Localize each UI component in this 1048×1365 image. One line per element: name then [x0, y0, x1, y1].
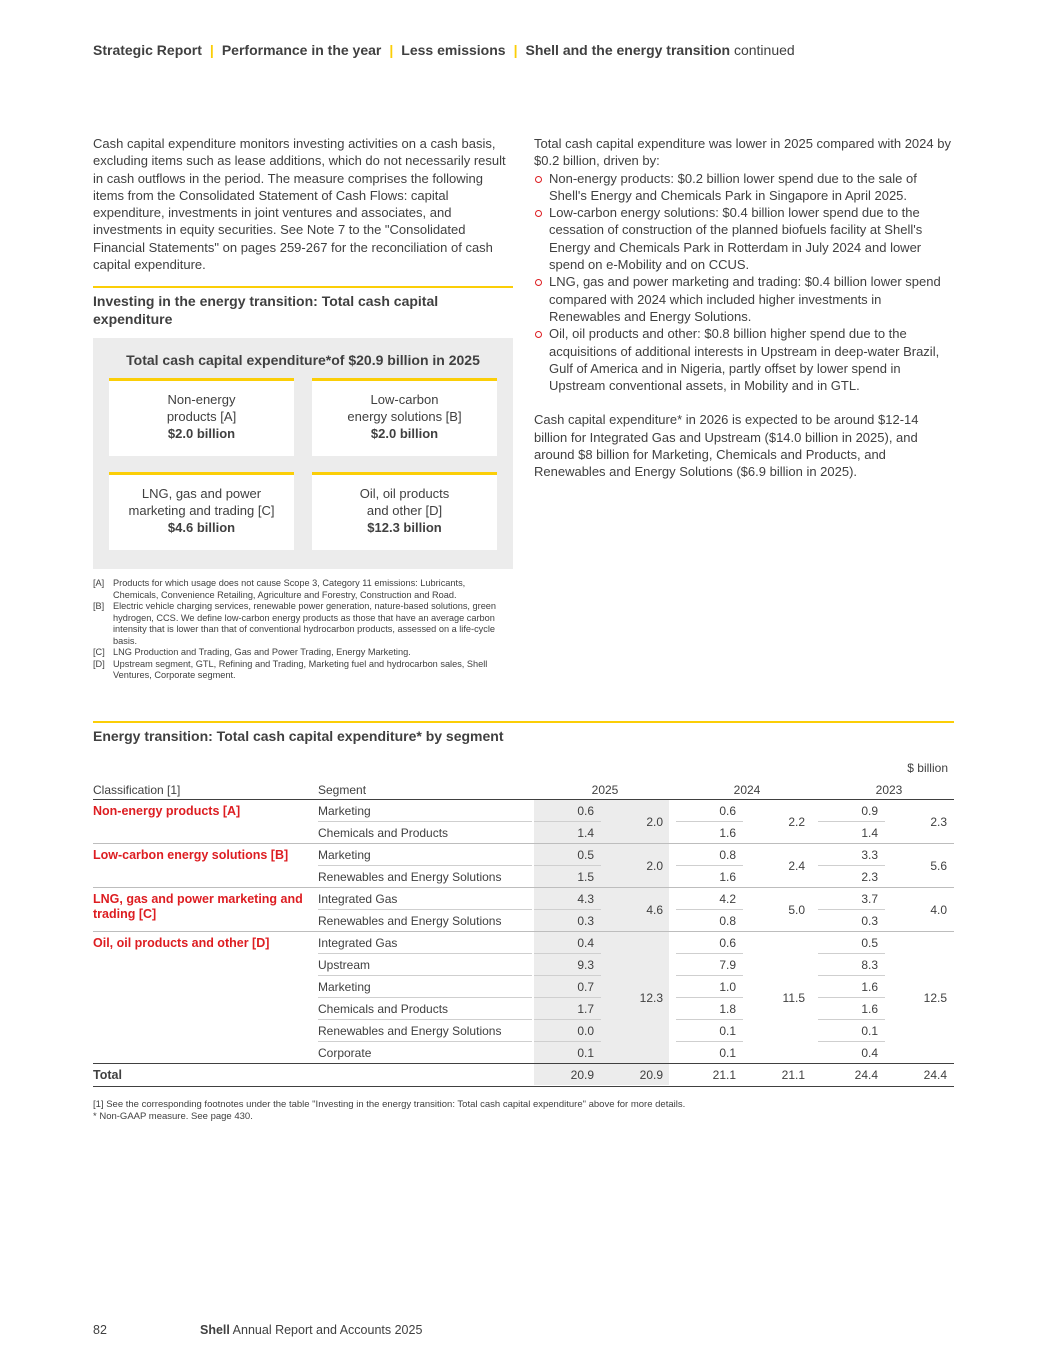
- table-note: * Non-GAAP measure. See page 430.: [93, 1111, 253, 1122]
- table-segment: Upstream: [318, 958, 371, 972]
- capex-card-amount: $12.3 billion: [367, 520, 442, 535]
- table-segment: Renewables and Energy Solutions: [318, 914, 502, 928]
- table-segment: Integrated Gas: [318, 892, 398, 906]
- footnote: [93, 647, 513, 659]
- table-cell-value: 9.3: [577, 958, 594, 972]
- table-subtotal: 2.3: [930, 815, 947, 829]
- footnote-key: [A]: [93, 578, 105, 588]
- table-cell-value: 0.3: [861, 914, 878, 928]
- table-cell-value: 0.1: [719, 1046, 736, 1060]
- footnote: [93, 601, 513, 647]
- commentary-bullets: [534, 170, 954, 395]
- table-cell-value: 1.5: [577, 870, 594, 884]
- table-cell-value: 1.0: [719, 980, 736, 994]
- table-classification: LNG, gas and power marketing and trading [C]: [93, 892, 303, 921]
- breadcrumb-item-energy-transition: Shell and the energy transition: [525, 42, 731, 58]
- table-cell-value: 0.5: [861, 936, 878, 950]
- footer-brand: Shell: [200, 1323, 230, 1337]
- capex-card-label: LNG, gas and power: [141, 486, 262, 501]
- commentary-bullet: Non-energy products: $0.2 billion lower spend due to the sale of Shell's Energy and Chemicals Park in Singapore in April 2025.: [534, 170, 954, 205]
- table-subtotal: 4.0: [930, 903, 947, 917]
- table-subtotal: 2.2: [788, 815, 805, 829]
- page-number: 82: [93, 1323, 107, 1337]
- table-cell-value: 0.8: [719, 848, 736, 862]
- table-segment: Renewables and Energy Solutions: [318, 1024, 502, 1038]
- intro-paragraph: Cash capital expenditure monitors investing activities on a cash basis, excluding items such as lease additions, which do not necessarily result in cash outflows in the period. The measure comprises the following items from the Consolidated Statement of Cash Flows: capital expenditure, investments in joint ventures and associates, and investments in equity securities. See Note 7 to the "Consolidated Financial Statements" on pages 259-267 for the reconciliation of cash capital expenditure.: [93, 136, 506, 273]
- table-total-value: 21.1: [712, 1068, 736, 1082]
- table-notes: [93, 1099, 685, 1123]
- footnote: [93, 578, 513, 601]
- table-cell-value: 0.5: [577, 848, 594, 862]
- table-subtotal: 2.0: [646, 815, 663, 829]
- breadcrumb-item-strategic-report: Strategic Report: [93, 42, 202, 58]
- table-unit-label: $ billion: [907, 761, 948, 775]
- commentary-bullet: Low-carbon energy solutions: $0.4 billion lower spend due to the cessation of construction of the planned biofuels facility at Shell's Energy and Chemicals Park in Rotterdam in July 2024 and lower spend on e-Mobility and on CCUS.: [534, 204, 954, 273]
- table-cell-value: 0.1: [719, 1024, 736, 1038]
- footnote: [93, 659, 513, 682]
- table-cell-value: 0.9: [861, 804, 878, 818]
- table-cell-value: 1.6: [861, 980, 878, 994]
- breadcrumb-item-performance: Performance in the year: [221, 42, 382, 58]
- capex-card-label: and other [D]: [366, 503, 443, 518]
- table-cell-value: 0.6: [577, 804, 594, 818]
- breadcrumb-item-less-emissions: Less emissions: [401, 42, 506, 58]
- table-classification: Oil, oil products and other [D]: [93, 936, 270, 950]
- breadcrumb: [93, 42, 795, 58]
- table-cell-value: 0.4: [577, 936, 594, 950]
- commentary-lead: Total cash capital expenditure was lower in 2025 compared with 2024 by $0.2 billion, driven by:: [534, 136, 951, 169]
- footnote-key: [B]: [93, 601, 105, 611]
- capex-card-label: Oil, oil products: [359, 486, 450, 501]
- capex-card-lng-gas-power: [109, 472, 294, 550]
- breadcrumb-continued: continued: [733, 42, 795, 58]
- capex-card-oil-products: [312, 472, 497, 550]
- table-header-classification: Classification [1]: [93, 783, 181, 797]
- breadcrumb-separator: |: [209, 42, 214, 58]
- table-total-label: Total: [93, 1068, 122, 1082]
- section-divider: [93, 721, 954, 723]
- capex-card-low-carbon: [312, 378, 497, 456]
- footnote-text: Upstream segment, GTL, Refining and Trading, Marketing fuel and hydrocarbon sales, Shell Ventures, Corporate segment.: [113, 658, 488, 680]
- table-segment: Chemicals and Products: [318, 826, 449, 840]
- table-cell-value: 1.6: [719, 826, 736, 840]
- table-total-value: 20.9: [570, 1068, 594, 1082]
- table-cell-value: 0.1: [577, 1046, 594, 1060]
- table-cell-value: 0.6: [719, 804, 736, 818]
- footnotes: [93, 578, 513, 682]
- table-subtotal: 4.6: [646, 903, 663, 917]
- table-subtotal: 5.6: [930, 859, 947, 873]
- capex-commentary: [534, 135, 954, 481]
- table-cell-value: 1.4: [577, 826, 594, 840]
- table-cell-value: 7.9: [719, 958, 736, 972]
- table-cell-value: 0.3: [577, 914, 594, 928]
- table-header-year: 2024: [733, 783, 761, 797]
- capex-card-label: Non-energy: [167, 392, 236, 407]
- table-cell-value: 0.6: [719, 936, 736, 950]
- table-subtotal: 2.4: [788, 859, 805, 873]
- section-divider: [93, 286, 513, 288]
- table-cell-value: 0.4: [861, 1046, 878, 1060]
- table-cell-value: 1.6: [719, 870, 736, 884]
- footer-report-name: Annual Report and Accounts 2025: [232, 1323, 423, 1337]
- table-cell-value: 0.0: [577, 1024, 594, 1038]
- capex-card-label: products [A]: [166, 409, 237, 424]
- table-total-value: 20.9: [639, 1068, 663, 1082]
- table-cell-value: 4.2: [719, 892, 736, 906]
- commentary-outlook: Cash capital expenditure* in 2026 is expected to be around $12-14 billion for Integrated Gas and Upstream ($14.0 billion in 2025), and around $8 billion for Marketing, Chemicals and Products, and Renewables and Energy Solutions ($6.9 billion in 2025).: [534, 412, 919, 480]
- table-cell-value: 1.6: [861, 1002, 878, 1016]
- capex-card-amount: $2.0 billion: [370, 426, 439, 441]
- footnote-key: [C]: [93, 647, 105, 657]
- capex-card-label: energy solutions [B]: [347, 409, 462, 424]
- section-title-investing: Investing in the energy transition: Total cash capital expenditure: [93, 293, 439, 327]
- capex-card-amount: $2.0 billion: [167, 426, 236, 441]
- footnote-text: Products for which usage does not cause Scope 3, Category 11 emissions: Lubricants, Chemicals, Convenience Retailing, Agriculture and Forestry, Construction and Road.: [113, 578, 466, 600]
- table-cell-value: 0.8: [719, 914, 736, 928]
- table-subtotal: 5.0: [788, 903, 805, 917]
- table-note: [1] See the corresponding footnotes under the table "Investing in the energy transition: Total cash capital expenditure" above for more details.: [93, 1099, 686, 1110]
- table-cell-value: 1.7: [577, 1002, 594, 1016]
- capex-summary-title: Total cash capital expenditure*of $20.9 billion in 2025: [126, 352, 480, 368]
- capex-card-non-energy: [109, 378, 294, 456]
- table-cell-value: 3.3: [861, 848, 878, 862]
- table-header-year: 2025: [591, 783, 619, 797]
- table-total-value: 24.4: [923, 1068, 947, 1082]
- capex-card-label: marketing and trading [C]: [128, 503, 275, 518]
- table-segment: Integrated Gas: [318, 936, 398, 950]
- capex-card-amount: $4.6 billion: [167, 520, 236, 535]
- table-segment: Corporate: [318, 1046, 372, 1060]
- table-total-value: 24.4: [854, 1068, 878, 1082]
- total-rule: [93, 1086, 954, 1087]
- table-segment: Marketing: [318, 848, 371, 862]
- table-cell-value: 0.1: [861, 1024, 878, 1038]
- table-header-year: 2023: [875, 783, 903, 797]
- table-total-value: 21.1: [781, 1068, 805, 1082]
- table-cell-value: 2.3: [861, 870, 878, 884]
- commentary-bullet: LNG, gas and power marketing and trading: $0.4 billion lower spend compared with 2024 which included higher investments in Renewables and Energy Solutions.: [534, 273, 954, 325]
- footnote-text: Electric vehicle charging services, renewable power generation, nature-based solutions, green hydrogen, CCS. We define low-carbon energy products as those that have an average carbon intensity that is lower than that of conventional hydrocarbon products, assessed on a life-cycle basis.: [113, 601, 497, 646]
- table-classification: Non-energy products [A]: [93, 804, 241, 818]
- capex-summary-panel: [93, 338, 513, 569]
- table-header-segment: Segment: [318, 783, 367, 797]
- table-cell-value: 1.4: [861, 826, 878, 840]
- table-subtotal: 12.3: [639, 991, 663, 1005]
- table-cell-value: 3.7: [861, 892, 878, 906]
- table-subtotal: 2.0: [646, 859, 663, 873]
- table-segment: Marketing: [318, 804, 371, 818]
- table-classification: Low-carbon energy solutions [B]: [93, 848, 289, 862]
- table-subtotal: 12.5: [923, 991, 947, 1005]
- footnote-text: LNG Production and Trading, Gas and Power Trading, Energy Marketing.: [113, 647, 411, 657]
- table-cell-value: 8.3: [861, 958, 878, 972]
- breadcrumb-separator: |: [513, 42, 518, 58]
- table-cell-value: 4.3: [577, 892, 594, 906]
- breadcrumb-separator: |: [389, 42, 394, 58]
- table-segment: Marketing: [318, 980, 371, 994]
- capex-card-label: Low-carbon: [370, 392, 439, 407]
- table-cell-value: 0.7: [577, 980, 594, 994]
- table-segment: Chemicals and Products: [318, 1002, 449, 1016]
- table-cell-value: 1.8: [719, 1002, 736, 1016]
- footnote-key: [D]: [93, 658, 105, 669]
- commentary-bullet: Oil, oil products and other: $0.8 billion higher spend due to the acquisitions of additional interests in Upstream in deep-water Brazil, Gulf of America and in Nigeria, partly offset by lower spend in Upstream conventional assets, in Mobility and in GTL.: [534, 325, 954, 394]
- section-title-segment-table: Energy transition: Total cash capital expenditure* by segment: [93, 728, 504, 744]
- table-segment: Renewables and Energy Solutions: [318, 870, 502, 884]
- table-subtotal: 11.5: [782, 991, 805, 1005]
- footer-report-title: [200, 1323, 422, 1337]
